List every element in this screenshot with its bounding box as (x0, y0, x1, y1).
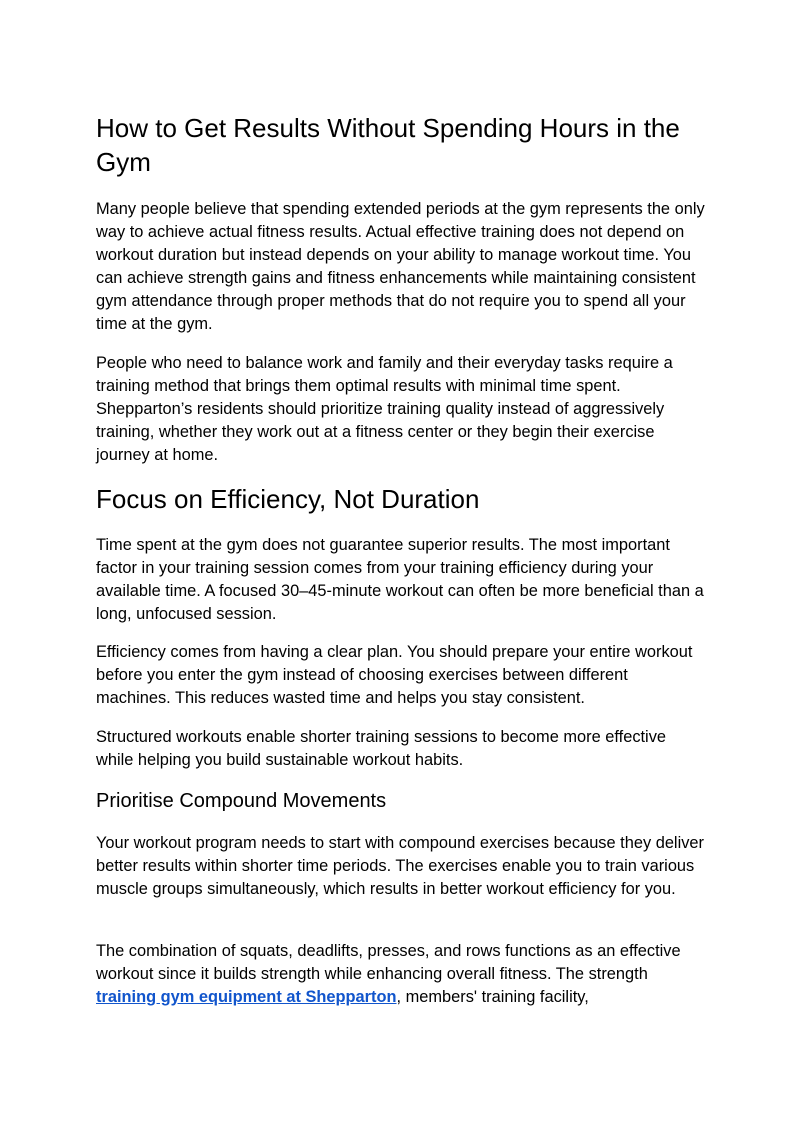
efficiency-paragraph-2: Efficiency comes from having a clear plan. You should prepare your entire workout before you enter the gym instead of choosing exercises between different machines. This reduces wasted time and helps you stay consistent. (96, 643, 693, 707)
compound-paragraph-1: Your workout program needs to start with compound exercises because they deliver better results within shorter time periods. The exercises enable you to train various muscle groups simultaneously, which results in better workout efficiency for you. (96, 834, 704, 898)
efficiency-paragraph-1: Time spent at the gym does not guarantee superior results. The most important factor in your training session comes from your training efficiency during your available time. A focused 30–45-minute workout can often be more beneficial than a long, unfocused session. (96, 536, 704, 623)
equipment-link[interactable]: training gym equipment at Shepparton (96, 988, 397, 1006)
efficiency-paragraph-3: Structured workouts enable shorter training sessions to become more effective while helping you build sustainable workout habits. (96, 728, 667, 769)
page-title: How to Get Results Without Spending Hours in the Gym (96, 113, 680, 177)
intro-paragraph-2: People who need to balance work and family and their everyday tasks require a training method that brings them optimal results with minimal time spent. Shepparton’s residents should prioritize training quality instead of aggressively training, whether they work out at a fitness center or they begin their exercise journey at home. (96, 354, 673, 464)
section-heading-efficiency: Focus on Efficiency, Not Duration (96, 484, 480, 514)
intro-paragraph-1: Many people believe that spending extended periods at the gym represents the only way to achieve actual fitness results. Actual effective training does not depend on workout duration but instead depends on your ability to manage workout time. You can achieve strength gains and fitness enhancements while maintaining consistent gym attendance through proper methods that do not require you to spend all your time at the gym. (96, 200, 705, 333)
section-heading-compound: Prioritise Compound Movements (96, 790, 387, 812)
compound-paragraph-2 (96, 940, 706, 1009)
compound-paragraph-2-text-before: The combination of squats, deadlifts, presses, and rows functions as an effective workout since it builds strength while enhancing overall fitness. The strength (96, 942, 681, 983)
compound-paragraph-2-text-after: , members' training facility, (396, 988, 589, 1006)
